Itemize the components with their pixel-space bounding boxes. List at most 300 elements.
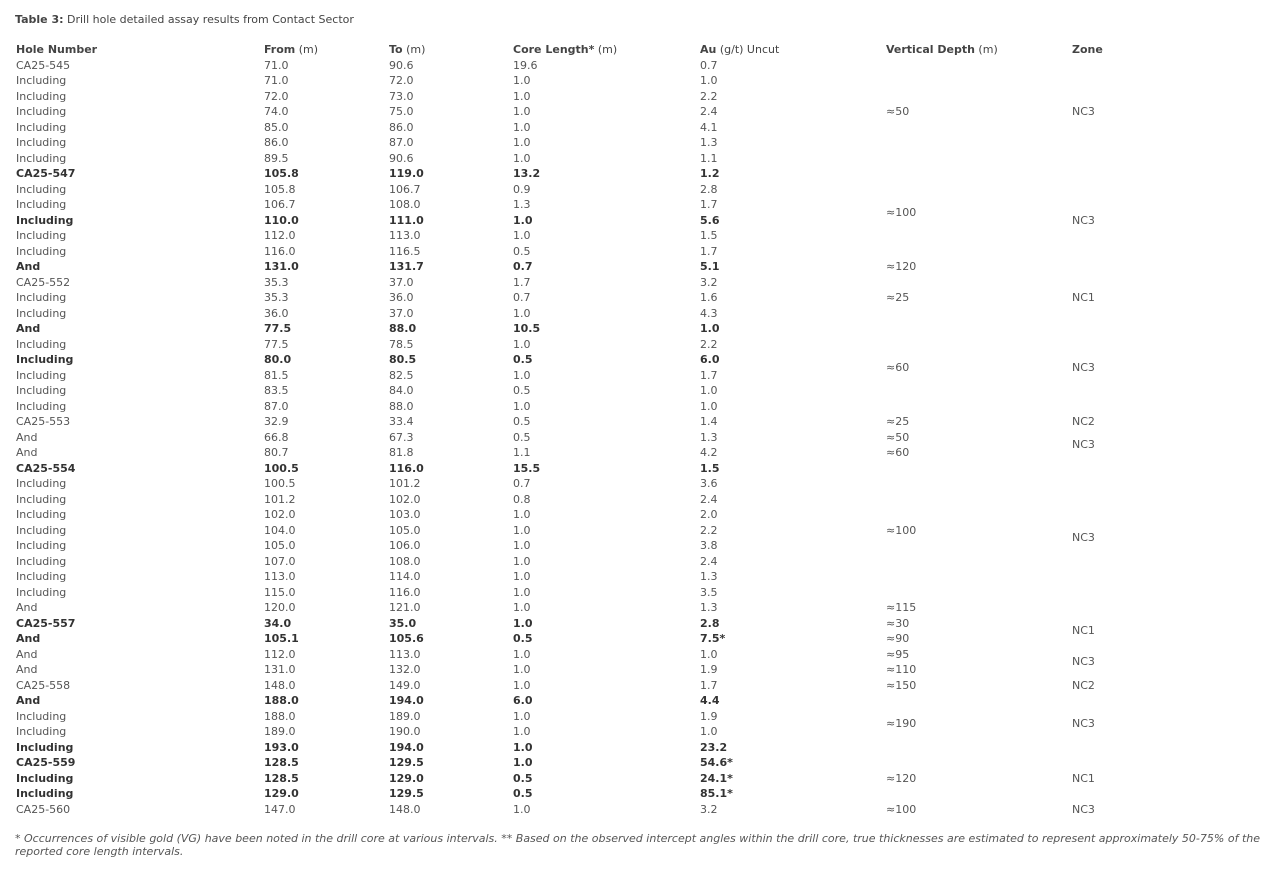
cell-core-length: 1.3 <box>513 198 531 211</box>
cell-from: 85.0 <box>264 120 289 134</box>
cell-to: 132.0 <box>389 663 421 676</box>
cell-to: 106.7 <box>389 182 421 196</box>
cell-to: 33.4 <box>389 415 414 428</box>
cell-from: 120.0 <box>264 601 296 614</box>
cell-hole: Including <box>16 477 67 490</box>
cell-from: 81.5 <box>264 368 289 382</box>
cell-core-length: 1.0 <box>513 120 531 134</box>
cell-vertical-depth: ≈25 <box>886 415 910 428</box>
table-row <box>14 662 1254 678</box>
cell-hole: CA25-547 <box>16 167 76 180</box>
cell-from: 105.1 <box>264 632 299 645</box>
cell-hole: And <box>16 647 38 661</box>
cell-from: 101.2 <box>264 492 296 506</box>
cell-au: 54.6* <box>700 756 733 769</box>
cell-au: 85.1* <box>700 787 733 800</box>
cell-vertical-depth: ≈100 <box>886 802 917 816</box>
cell-core-length: 1.0 <box>513 740 533 754</box>
cell-from: 128.5 <box>264 771 299 785</box>
header-hole-number <box>14 42 262 58</box>
cell-hole: CA25-553 <box>16 415 71 428</box>
cell-core-length: 0.5 <box>513 415 531 428</box>
cell-au: 3.6 <box>700 477 718 490</box>
cell-from: 148.0 <box>264 678 296 692</box>
cell-au: 2.2 <box>700 89 718 103</box>
cell-au: 1.0 <box>700 647 718 661</box>
table-row <box>14 600 1254 616</box>
cell-to: 105.6 <box>389 632 424 645</box>
assay-table-body <box>14 58 1254 818</box>
cell-core-length: 1.0 <box>513 74 531 87</box>
cell-from: 35.3 <box>264 291 289 304</box>
cell-to: 84.0 <box>389 384 414 397</box>
cell-to: 113.0 <box>389 229 421 242</box>
cell-au: 4.3 <box>700 306 718 320</box>
cell-hole: Including <box>16 492 67 506</box>
cell-to: 111.0 <box>389 213 424 227</box>
cell-hole: Including <box>16 105 67 118</box>
cell-to: 108.0 <box>389 198 421 211</box>
cell-au: 1.3 <box>700 136 718 149</box>
cell-to: 194.0 <box>389 694 424 707</box>
cell-to: 37.0 <box>389 306 414 320</box>
cell-hole: Including <box>16 337 67 351</box>
cell-core-length: 1.0 <box>513 616 533 630</box>
cell-core-length: 1.0 <box>513 802 531 816</box>
cell-from: 83.5 <box>264 384 289 397</box>
cell-from: 36.0 <box>264 306 289 320</box>
cell-zone: NC1 <box>1072 624 1095 638</box>
cell-au: 1.0 <box>700 74 718 87</box>
cell-au: 1.0 <box>700 399 718 413</box>
cell-au: 3.5 <box>700 585 718 599</box>
cell-au: 1.4 <box>700 415 718 428</box>
cell-au: 5.6 <box>700 213 720 227</box>
cell-zone: NC3 <box>1072 438 1095 452</box>
cell-hole: CA25-545 <box>16 58 71 72</box>
cell-au: 1.3 <box>700 601 718 614</box>
cell-to: 72.0 <box>389 74 414 87</box>
header-vertical-depth-label: Vertical Depth <box>886 43 975 56</box>
cell-hole: Including <box>16 539 67 552</box>
cell-to: 129.5 <box>389 756 424 769</box>
cell-au: 3.8 <box>700 539 718 552</box>
cell-au: 2.2 <box>700 523 718 537</box>
header-vertical-depth-unit: (m) <box>974 43 998 56</box>
cell-core-length: 1.7 <box>513 275 531 289</box>
cell-vertical-depth: ≈190 <box>886 717 917 731</box>
cell-core-length: 0.5 <box>513 632 533 645</box>
cell-au: 1.3 <box>700 570 718 583</box>
cell-hole: CA25-559 <box>16 756 76 769</box>
cell-au: 2.4 <box>700 105 718 118</box>
cell-to: 149.0 <box>389 678 421 692</box>
cell-au: 1.0 <box>700 725 718 738</box>
cell-to: 88.0 <box>389 322 417 335</box>
table-row <box>14 430 1254 446</box>
cell-core-length: 1.0 <box>513 663 531 676</box>
cell-to: 105.0 <box>389 523 421 537</box>
cell-from: 80.0 <box>264 353 292 366</box>
header-zone <box>1070 42 1254 58</box>
cell-vertical-depth: ≈25 <box>886 291 910 304</box>
cell-au: 4.1 <box>700 120 718 134</box>
cell-zone: NC2 <box>1072 415 1095 428</box>
cell-to: 116.5 <box>389 244 421 258</box>
cell-vertical-depth: ≈60 <box>886 446 910 459</box>
cell-hole: CA25-557 <box>16 616 76 630</box>
cell-zone: NC3 <box>1072 655 1095 669</box>
cell-hole: And <box>16 663 38 676</box>
cell-au: 2.4 <box>700 554 718 568</box>
cell-to: 75.0 <box>389 105 414 118</box>
cell-hole: Including <box>16 291 67 304</box>
cell-vertical-depth: ≈150 <box>886 678 917 692</box>
cell-from: 112.0 <box>264 647 296 661</box>
cell-vertical-depth: ≈100 <box>886 523 917 537</box>
cell-from: 102.0 <box>264 508 296 521</box>
cell-hole: CA25-558 <box>16 678 71 692</box>
cell-to: 103.0 <box>389 508 421 521</box>
cell-from: 77.5 <box>264 337 289 351</box>
cell-core-length: 1.0 <box>513 709 531 723</box>
table-caption-prefix: Table 3: <box>15 13 64 26</box>
cell-vertical-depth: ≈60 <box>886 360 910 374</box>
cell-au: 1.2 <box>700 167 720 180</box>
cell-from: 193.0 <box>264 740 299 754</box>
cell-hole: Including <box>16 554 67 568</box>
cell-au: 23.2 <box>700 740 728 754</box>
cell-au: 1.7 <box>700 368 718 382</box>
cell-hole: And <box>16 601 38 614</box>
cell-hole: And <box>16 632 41 645</box>
cell-au: 24.1* <box>700 771 733 785</box>
cell-to: 101.2 <box>389 477 421 490</box>
cell-zone: NC3 <box>1072 213 1095 227</box>
cell-to: 90.6 <box>389 58 414 72</box>
cell-core-length: 0.5 <box>513 353 533 366</box>
cell-to: 88.0 <box>389 399 414 413</box>
table-row <box>14 631 1254 647</box>
cell-core-length: 1.0 <box>513 539 531 552</box>
cell-hole: Including <box>16 523 67 537</box>
cell-to: 114.0 <box>389 570 421 583</box>
header-au-uncut-unit: (g/t) Uncut <box>716 43 780 56</box>
table-row <box>14 755 1254 771</box>
cell-core-length: 1.0 <box>513 136 531 149</box>
cell-from: 115.0 <box>264 585 296 599</box>
cell-au: 3.2 <box>700 275 718 289</box>
cell-hole: Including <box>16 384 67 397</box>
cell-from: 110.0 <box>264 213 299 227</box>
cell-to: 35.0 <box>389 616 417 630</box>
cell-hole: CA25-554 <box>16 461 76 475</box>
cell-to: 80.5 <box>389 353 417 366</box>
cell-hole: Including <box>16 585 67 599</box>
cell-core-length: 1.0 <box>513 306 531 320</box>
table-row <box>14 647 1254 663</box>
cell-hole: Including <box>16 709 67 723</box>
cell-core-length: 1.0 <box>513 399 531 413</box>
cell-from: 188.0 <box>264 694 299 707</box>
cell-vertical-depth: ≈30 <box>886 616 910 630</box>
footnote: * Occurrences of visible gold (VG) have been noted in the drill core at various intervals. ** Based on the observed intercept angles within the drill core, true thicknesses are estimated to represent approximately 50-75% of the reported core length intervals. <box>15 832 1260 858</box>
cell-au: 2.2 <box>700 337 718 351</box>
cell-hole: And <box>16 430 38 444</box>
assay-table <box>14 42 1254 817</box>
cell-au: 6.0 <box>700 353 720 366</box>
header-core-length-label: Core Length* <box>513 43 595 56</box>
cell-core-length: 0.5 <box>513 430 531 444</box>
cell-from: 71.0 <box>264 58 289 72</box>
cell-au: 2.4 <box>700 492 718 506</box>
cell-vertical-depth: ≈120 <box>886 771 917 785</box>
cell-hole: Including <box>16 182 67 196</box>
table-row <box>14 259 1254 275</box>
cell-from: 147.0 <box>264 802 296 816</box>
cell-au: 1.3 <box>700 430 718 444</box>
cell-core-length: 1.1 <box>513 446 531 459</box>
cell-vertical-depth: ≈50 <box>886 430 910 444</box>
cell-zone: NC3 <box>1072 531 1095 545</box>
cell-to: 73.0 <box>389 89 414 103</box>
cell-core-length: 0.5 <box>513 384 531 397</box>
cell-to: 82.5 <box>389 368 414 382</box>
cell-core-length: 19.6 <box>513 58 538 72</box>
cell-hole: Including <box>16 89 67 103</box>
cell-to: 78.5 <box>389 337 414 351</box>
table-row <box>14 275 1254 291</box>
table-row <box>14 461 1254 477</box>
cell-vertical-depth: ≈95 <box>886 647 910 661</box>
cell-core-length: 1.0 <box>513 585 531 599</box>
cell-au: 3.2 <box>700 802 718 816</box>
header-to <box>387 42 511 58</box>
cell-au: 1.1 <box>700 151 718 165</box>
cell-zone: NC1 <box>1072 291 1095 304</box>
header-vertical-depth <box>884 42 1070 58</box>
cell-core-length: 0.9 <box>513 182 531 196</box>
cell-from: 89.5 <box>264 151 289 165</box>
cell-hole: Including <box>16 399 67 413</box>
cell-to: 90.6 <box>389 151 414 165</box>
cell-to: 131.7 <box>389 260 424 273</box>
assay-table-header <box>14 42 1254 58</box>
cell-to: 121.0 <box>389 601 421 614</box>
cell-from: 80.7 <box>264 446 289 459</box>
cell-hole: Including <box>16 771 74 785</box>
cell-vertical-depth: ≈90 <box>886 632 910 645</box>
cell-hole: Including <box>16 508 67 521</box>
table-caption <box>15 12 354 27</box>
cell-core-length: 1.0 <box>513 756 533 769</box>
cell-from: 112.0 <box>264 229 296 242</box>
cell-vertical-depth: ≈110 <box>886 663 917 676</box>
cell-hole: Including <box>16 74 67 87</box>
cell-to: 37.0 <box>389 275 414 289</box>
cell-from: 129.0 <box>264 787 299 800</box>
cell-au: 5.1 <box>700 260 720 273</box>
table-row <box>14 166 1254 182</box>
cell-vertical-depth: ≈120 <box>886 260 917 273</box>
cell-to: 189.0 <box>389 709 421 723</box>
cell-to: 113.0 <box>389 647 421 661</box>
cell-from: 105.0 <box>264 539 296 552</box>
cell-au: 1.7 <box>700 244 718 258</box>
cell-core-length: 0.7 <box>513 477 531 490</box>
cell-au: 1.7 <box>700 198 718 211</box>
cell-au: 2.8 <box>700 616 720 630</box>
cell-from: 131.0 <box>264 260 299 273</box>
table-caption-text: Drill hole detailed assay results from Contact Sector <box>63 13 354 26</box>
cell-hole: Including <box>16 136 67 149</box>
cell-hole: Including <box>16 725 67 738</box>
cell-from: 71.0 <box>264 74 289 87</box>
cell-from: 131.0 <box>264 663 296 676</box>
header-to-label: To <box>389 43 403 56</box>
header-from-unit: (m) <box>295 43 319 56</box>
cell-core-length: 0.5 <box>513 787 533 800</box>
cell-hole: Including <box>16 229 67 242</box>
cell-core-length: 1.0 <box>513 554 531 568</box>
header-row <box>14 42 1254 58</box>
table-row <box>14 58 1254 74</box>
cell-hole: Including <box>16 740 74 754</box>
cell-from: 34.0 <box>264 616 292 630</box>
cell-to: 86.0 <box>389 120 414 134</box>
cell-core-length: 0.5 <box>513 244 531 258</box>
cell-au: 1.5 <box>700 229 718 242</box>
cell-core-length: 1.0 <box>513 647 531 661</box>
cell-from: 104.0 <box>264 523 296 537</box>
cell-vertical-depth: ≈115 <box>886 601 917 614</box>
cell-zone: NC3 <box>1072 717 1095 731</box>
cell-au: 2.8 <box>700 182 718 196</box>
cell-core-length: 1.0 <box>513 105 531 118</box>
table-row <box>14 321 1254 337</box>
cell-hole: And <box>16 260 41 273</box>
cell-from: 35.3 <box>264 275 289 289</box>
table-row <box>14 445 1254 461</box>
cell-core-length: 1.0 <box>513 213 533 227</box>
cell-hole: CA25-552 <box>16 275 71 289</box>
cell-from: 189.0 <box>264 725 296 738</box>
header-core-length-unit: (m) <box>594 43 618 56</box>
cell-from: 128.5 <box>264 756 299 769</box>
cell-to: 148.0 <box>389 802 421 816</box>
cell-au: 1.6 <box>700 291 718 304</box>
header-core-length <box>511 42 698 58</box>
header-from-label: From <box>264 43 296 56</box>
cell-au: 0.7 <box>700 58 718 72</box>
cell-core-length: 13.2 <box>513 167 541 180</box>
cell-hole: Including <box>16 787 74 800</box>
cell-core-length: 1.0 <box>513 368 531 382</box>
cell-au: 1.0 <box>700 384 718 397</box>
cell-to: 190.0 <box>389 725 421 738</box>
cell-au: 7.5* <box>700 632 726 645</box>
cell-core-length: 15.5 <box>513 461 541 475</box>
cell-au: 1.0 <box>700 322 720 335</box>
cell-core-length: 10.5 <box>513 322 541 335</box>
table-row <box>14 414 1254 430</box>
cell-core-length: 1.0 <box>513 570 531 583</box>
table-row <box>14 802 1254 818</box>
cell-hole: Including <box>16 368 67 382</box>
cell-to: 129.0 <box>389 771 424 785</box>
header-zone-label: Zone <box>1072 43 1103 56</box>
cell-hole: Including <box>16 120 67 134</box>
cell-to: 106.0 <box>389 539 421 552</box>
header-au-uncut-label: Au <box>700 43 717 56</box>
cell-from: 86.0 <box>264 136 289 149</box>
cell-au: 1.5 <box>700 461 720 475</box>
cell-au: 1.9 <box>700 709 718 723</box>
cell-zone: NC3 <box>1072 802 1095 816</box>
cell-from: 72.0 <box>264 89 289 103</box>
cell-core-length: 0.7 <box>513 260 533 273</box>
cell-from: 66.8 <box>264 430 289 444</box>
table-row <box>14 678 1254 694</box>
cell-hole: Including <box>16 198 67 211</box>
cell-hole: Including <box>16 213 74 227</box>
cell-to: 87.0 <box>389 136 414 149</box>
header-au-uncut <box>698 42 884 58</box>
cell-core-length: 0.5 <box>513 771 533 785</box>
cell-zone: NC3 <box>1072 360 1095 374</box>
cell-from: 188.0 <box>264 709 296 723</box>
table-row <box>14 693 1254 709</box>
cell-hole: CA25-560 <box>16 802 71 816</box>
cell-vertical-depth: ≈50 <box>886 105 910 118</box>
cell-to: 36.0 <box>389 291 414 304</box>
cell-core-length: 1.0 <box>513 601 531 614</box>
cell-core-length: 1.0 <box>513 523 531 537</box>
cell-from: 107.0 <box>264 554 296 568</box>
cell-core-length: 0.7 <box>513 291 531 304</box>
header-hole-number-label: Hole Number <box>16 43 98 56</box>
cell-core-length: 1.0 <box>513 678 531 692</box>
cell-au: 4.4 <box>700 694 720 707</box>
cell-to: 119.0 <box>389 167 424 180</box>
cell-to: 81.8 <box>389 446 414 459</box>
cell-to: 194.0 <box>389 740 424 754</box>
cell-au: 2.0 <box>700 508 718 521</box>
header-to-unit: (m) <box>402 43 426 56</box>
cell-zone: NC1 <box>1072 771 1095 785</box>
cell-zone: NC2 <box>1072 678 1095 692</box>
cell-hole: And <box>16 446 38 459</box>
cell-hole: Including <box>16 306 67 320</box>
cell-from: 113.0 <box>264 570 296 583</box>
cell-from: 106.7 <box>264 198 296 211</box>
cell-from: 100.5 <box>264 477 296 490</box>
cell-to: 108.0 <box>389 554 421 568</box>
cell-au: 4.2 <box>700 446 718 459</box>
cell-core-length: 6.0 <box>513 694 533 707</box>
cell-hole: Including <box>16 244 67 258</box>
cell-from: 77.5 <box>264 322 292 335</box>
cell-core-length: 1.0 <box>513 508 531 521</box>
cell-from: 74.0 <box>264 105 289 118</box>
cell-to: 102.0 <box>389 492 421 506</box>
cell-from: 116.0 <box>264 244 296 258</box>
cell-hole: And <box>16 322 41 335</box>
table-row <box>14 616 1254 632</box>
cell-from: 32.9 <box>264 415 289 428</box>
cell-from: 87.0 <box>264 399 289 413</box>
cell-au: 1.7 <box>700 678 718 692</box>
